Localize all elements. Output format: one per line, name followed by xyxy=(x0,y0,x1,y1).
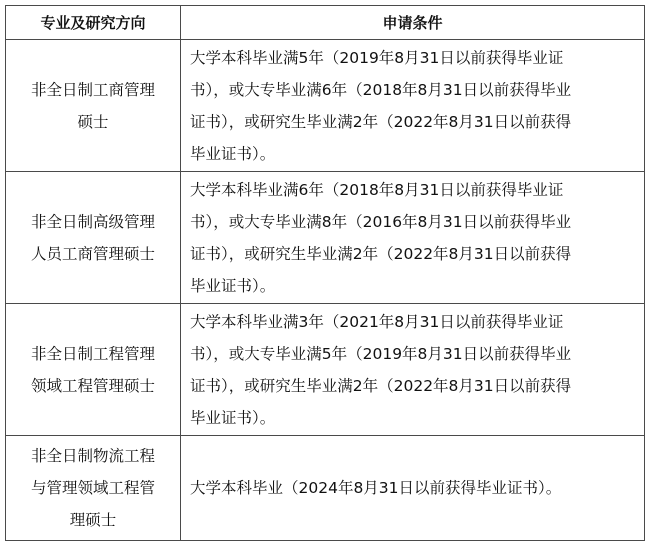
condition-line: 书），或大专毕业满5年（2019年8月31日以前获得毕业 xyxy=(190,344,572,363)
table-row xyxy=(6,172,645,304)
condition-cell xyxy=(181,436,645,541)
field-line: 理硕士 xyxy=(69,511,117,529)
table-row xyxy=(6,304,645,436)
table-row xyxy=(6,40,645,172)
condition-line: 证书），或研究生毕业满2年（2022年8月31日以前获得 xyxy=(190,112,572,131)
condition-line: 毕业证书）。 xyxy=(190,408,276,427)
condition-line: 毕业证书）。 xyxy=(190,144,276,163)
condition-line: 大学本科毕业（2024年8月31日以前获得毕业证书）。 xyxy=(190,479,562,497)
condition-line: 大学本科毕业满5年（2019年8月31日以前获得毕业证 xyxy=(190,48,564,67)
condition-line: 书），或大专毕业满6年（2018年8月31日以前获得毕业 xyxy=(190,80,572,99)
condition-line: 书），或大专毕业满8年（2016年8月31日以前获得毕业 xyxy=(190,212,572,231)
table-header-row xyxy=(6,6,645,40)
field-line: 领域工程管理硕士 xyxy=(30,376,155,395)
field-line: 非全日制物流工程 xyxy=(30,447,155,465)
condition-line: 证书），或研究生毕业满2年（2022年8月31日以前获得 xyxy=(190,244,572,263)
requirements-table xyxy=(5,5,645,541)
field-cell xyxy=(6,304,181,436)
condition-cell xyxy=(181,304,645,436)
table-row xyxy=(6,436,645,541)
condition-line: 大学本科毕业满3年（2021年8月31日以前获得毕业证 xyxy=(190,312,564,331)
field-line: 硕士 xyxy=(77,112,109,131)
requirements-table-container xyxy=(5,5,644,541)
field-line: 与管理领域工程管 xyxy=(30,479,155,497)
field-line: 非全日制工程管理 xyxy=(30,344,155,363)
condition-cell xyxy=(181,172,645,304)
field-cell xyxy=(6,436,181,541)
field-line: 非全日制高级管理 xyxy=(30,212,155,231)
field-cell xyxy=(6,172,181,304)
header-field: 专业及研究方向 xyxy=(6,6,181,40)
field-line: 非全日制工商管理 xyxy=(30,80,155,99)
condition-line: 毕业证书）。 xyxy=(190,276,276,295)
header-conditions: 申请条件 xyxy=(181,6,645,40)
condition-line: 证书），或研究生毕业满2年（2022年8月31日以前获得 xyxy=(190,376,572,395)
field-cell xyxy=(6,40,181,172)
condition-line: 大学本科毕业满6年（2018年8月31日以前获得毕业证 xyxy=(190,180,564,199)
condition-cell xyxy=(181,40,645,172)
field-line: 人员工商管理硕士 xyxy=(30,244,155,263)
